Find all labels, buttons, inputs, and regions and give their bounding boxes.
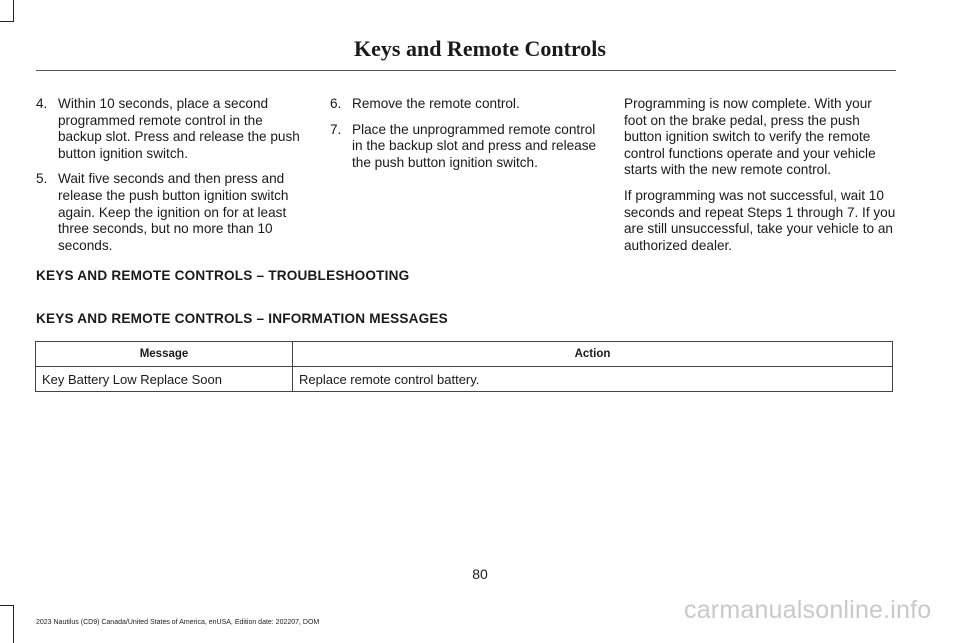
crop-mark [0,605,14,606]
step-text: Wait five seconds and then press and release the push button ignition switch again. Keep the ignition on for at least three seconds, but no more than 10 seconds. [58,171,289,253]
watermark: carmanualsonline.info [684,596,932,624]
table-row [36,367,893,392]
crop-mark [13,605,14,643]
column-1 [36,96,308,263]
page-title: Keys and Remote Controls [354,36,606,61]
step-4 [36,96,308,162]
edition-footer: 2023 Nautilus (CD9) Canada/United States of America, enUSA, Edition date: 202207, DOM [36,619,320,626]
step-6 [330,96,602,113]
column-3 [624,96,896,263]
step-text: Remove the remote control. [352,96,520,111]
step-number: 7. [330,121,342,137]
column-2 [330,96,602,180]
message-cell: Key Battery Low Replace Soon [36,367,293,392]
step-7 [330,122,602,172]
action-cell: Replace remote control battery. [293,367,893,392]
column-header-action: Action [293,342,893,367]
step-number: 6. [330,96,342,111]
step-text: Place the unprogrammed remote control in the backup slot and press and release the push button ignition switch. [352,121,597,170]
header-divider [36,70,896,71]
step-number: 4. [36,96,48,111]
column-header-message: Message [36,342,293,367]
paragraph: Programming is now complete. With your foot on the brake pedal, press the push button ignition switch to verify the remote control functions operate and your vehicle starts with the new remote control. [624,96,876,178]
section-heading-troubleshooting: KEYS AND REMOTE CONTROLS – TROUBLESHOOTING [36,268,410,283]
information-messages-table [35,341,893,392]
crop-mark [13,0,14,22]
crop-mark [0,21,14,22]
paragraph: If programming was not successful, wait 10 seconds and repeat Steps 1 through 7. If you are still unsuccessful, take your vehicle to an authorized dealer. [624,187,896,253]
section-heading-information-messages: KEYS AND REMOTE CONTROLS – INFORMATION MESSAGES [36,311,448,326]
step-5 [36,171,308,254]
table-header-row [36,342,893,367]
step-text: Within 10 seconds, place a second programmed remote control in the backup slot. Press and release the push button ignition switch. [58,96,300,161]
page-number: 80 [472,566,488,582]
step-number: 5. [36,171,48,187]
